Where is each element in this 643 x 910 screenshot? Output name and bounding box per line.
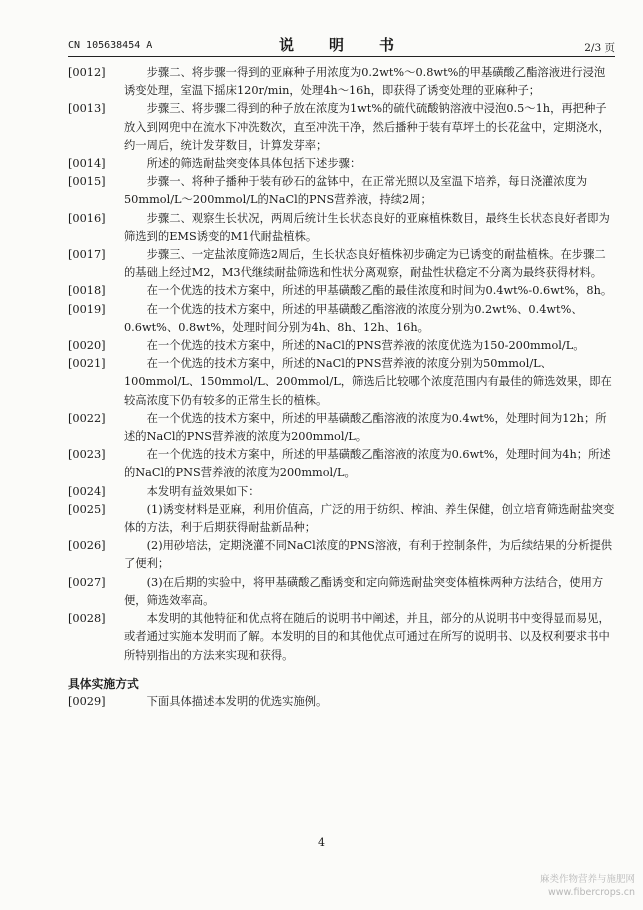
paragraph-text: 在一个优选的技术方案中，所述的NaCl的PNS营养液的浓度分别为50mmol/L、100mmol/L、150mmol/L、200mmol/L，筛选后比较哪个浓度范围内有最佳的筛选效果，即在较高浓度下仍有较多的正常生长的植株。 xyxy=(124,357,612,407)
paragraph-number: [0015] xyxy=(68,175,106,189)
paragraph-number: [0024] xyxy=(68,484,106,498)
paragraph xyxy=(68,173,615,209)
header-title: 说 明 书 xyxy=(278,36,404,54)
paragraph-text: 在一个优选的技术方案中，所述的NaCl的PNS营养液的浓度优选为150-200mmol/L。 xyxy=(124,339,585,353)
section-heading: 具体实施方式 xyxy=(68,676,139,691)
paragraph xyxy=(68,574,615,610)
page-header xyxy=(68,34,615,57)
page-indicator: 2/3 页 xyxy=(584,42,615,54)
paragraph-number: [0019] xyxy=(68,302,106,316)
paragraph-number: [0016] xyxy=(68,211,106,225)
paragraph-number: [0028] xyxy=(68,612,106,626)
paragraph-number: [0029] xyxy=(68,694,106,708)
paragraph-number: [0012] xyxy=(68,66,106,79)
watermark-site-name: 麻类作物营养与施肥网 xyxy=(539,874,635,885)
paragraph xyxy=(68,693,615,711)
paragraph xyxy=(68,501,615,537)
paragraph-text: 在一个优选的技术方案中，所述的甲基磺酸乙酯溶液的浓度分别为0.2wt%、0.4wt%、0.6wt%、0.8wt%，处理时间分别为4h、8h、12h、16h。 xyxy=(124,302,583,334)
paragraph-number: [0018] xyxy=(68,284,106,298)
paragraph-number: [0017] xyxy=(68,248,106,262)
document-body xyxy=(68,64,615,711)
watermark-url: www.fibercrops.cn xyxy=(548,887,635,898)
paragraph-text: 下面具体描述本发明的优选实施例。 xyxy=(124,694,328,708)
spacer xyxy=(68,665,615,675)
paragraph-text: 本发明有益效果如下： xyxy=(124,484,260,498)
paragraph xyxy=(68,282,615,300)
paragraph xyxy=(68,301,615,337)
paragraph xyxy=(68,410,615,446)
paragraph-text: (2)用砂培法，定期浇灌不同NaCl浓度的PNS溶液，有利于控制条件，为后续结果的分析提供了便利； xyxy=(124,539,613,571)
paragraph-number: [0022] xyxy=(68,411,106,425)
paragraph-text: 步骤一、将种子播种于装有砂石的盆钵中，在正常光照以及室温下培养，每日浇灌浓度为50mmol/L～200mmol/L的NaCl的PNS营养液，持续2周； xyxy=(124,175,588,207)
paragraph-number: [0025] xyxy=(68,502,106,516)
paragraph-number: [0014] xyxy=(68,157,106,171)
paragraph-number: [0020] xyxy=(68,339,106,353)
paragraph-number: [0021] xyxy=(68,357,106,371)
paragraph-number: [0013] xyxy=(68,102,106,116)
paragraph-text: (1)诱变材料是亚麻，利用价值高，广泛的用于纺织、榨油、养生保健，创立培育筛选耐盐突变体的方法，利于后期获得耐盐新品种； xyxy=(124,502,615,535)
paragraph-text: 在一个优选的技术方案中，所述的甲基磺酸乙酯溶液的浓度为0.6wt%，处理时间为4h；所述的NaCl的PNS营养液的浓度为200mmol/L。 xyxy=(124,448,611,480)
paragraph-text: 所述的筛选耐盐突变体具体包括下述步骤： xyxy=(124,157,362,171)
paragraph-text: 步骤二、将步骤一得到的亚麻种子用浓度为0.2wt%～0.8wt%的甲基磺酸乙酯溶液进行浸泡诱变处理，室温下摇床120r/min，处理4h～16h，即获得了诱变处理的亚麻种子； xyxy=(124,66,606,98)
paragraph-text: 步骤三、将步骤二得到的种子放在浓度为1wt%的硫代硫酸钠溶液中浸泡0.5～1h，再把种子放入到网兜中在流水下冲洗数次，直至冲洗干净，然后播种于装有草坪土的长花盆中，定期浇水，约一周后，统计发芽数目，计算发芽率； xyxy=(124,102,610,152)
paragraph xyxy=(68,246,615,282)
paragraph xyxy=(68,210,615,246)
paragraph-text: 本发明的其他特征和优点将在随后的说明书中阐述，并且，部分的从说明书中变得显而易见，或者通过实施本发明而了解。本发明的目的和其他优点可通过在所写的说明书、以及权利要求书中所特别指出的方法来实现和获得。 xyxy=(124,612,610,662)
paragraph xyxy=(68,483,615,501)
paragraph xyxy=(68,610,615,665)
paragraph-text: 在一个优选的技术方案中，所述的甲基磺酸乙酯溶液的浓度为0.4wt%，处理时间为12h；所述的NaCl的PNS营养液的浓度为200mmol/L。 xyxy=(124,411,607,444)
paragraph-text: 步骤二、观察生长状况，两周后统计生长状态良好的亚麻植株数目，最终生长状态良好者即为筛选到的EMS诱变的M1代耐盐植株。 xyxy=(124,211,610,243)
paragraph xyxy=(68,355,615,410)
paragraph xyxy=(68,537,615,573)
watermark xyxy=(540,873,635,899)
paragraph-number: [0027] xyxy=(68,575,106,589)
paragraph-text: (3)在后期的实验中，将甲基磺酸乙酯诱变和定向筛选耐盐突变体植株两种方法结合，使用方便，筛选效率高。 xyxy=(124,575,604,607)
paragraph xyxy=(68,100,615,155)
paragraph xyxy=(68,337,615,355)
document-number: CN 105638454 A xyxy=(68,40,153,51)
paragraph xyxy=(68,155,615,173)
paragraph xyxy=(68,446,615,482)
page-number: 4 xyxy=(318,836,325,849)
paragraph-text: 在一个优选的技术方案中，所述的甲基磺酸乙酯的最佳浓度和时间为0.4wt%-0.6wt%，8h。 xyxy=(124,284,613,298)
paragraph-text: 步骤三、一定盐浓度筛选2周后，生长状态良好植株初步确定为已诱变的耐盐植株。在步骤二的基础上经过M2，M3代继续耐盐筛选和性状分离观察，耐盐性状稳定不分离为最终获得材料。 xyxy=(124,248,606,280)
paragraph-number: [0026] xyxy=(68,539,106,553)
paragraph-number: [0023] xyxy=(68,448,106,462)
paragraph xyxy=(68,64,615,100)
